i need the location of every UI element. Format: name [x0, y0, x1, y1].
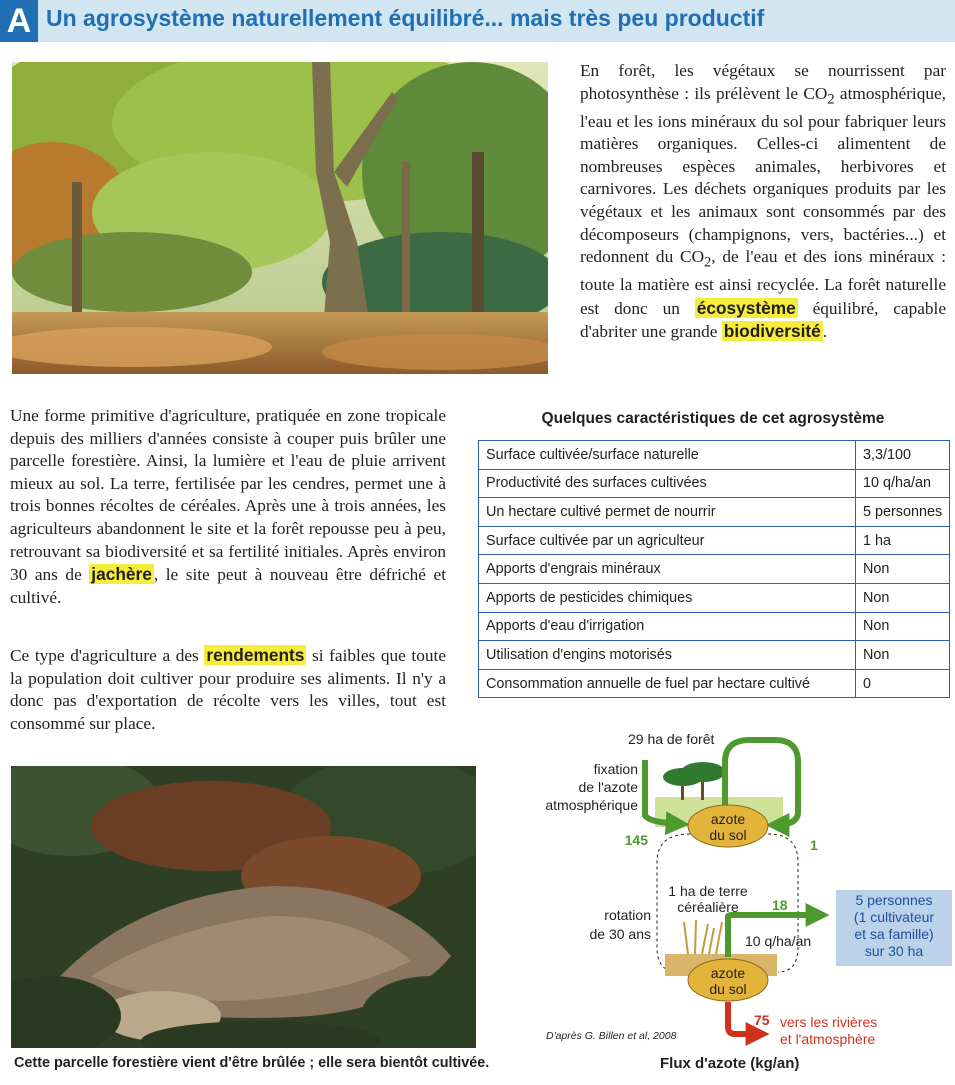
field-label-1: 1 ha de terre: [668, 883, 748, 899]
table-title: Quelques caractéristiques de cet agrosystème: [541, 410, 885, 427]
bottom-soil-label-1: azote: [710, 965, 746, 981]
table-row: [479, 526, 950, 555]
wheat-icon: [684, 920, 722, 954]
top-soil-label-2: du sol: [709, 827, 747, 843]
agri-text-2: , le site peut à nouveau être défriché et cultivé.: [10, 565, 446, 607]
table-row: [479, 441, 950, 470]
forest-label: 29 ha de forêt: [628, 731, 715, 747]
row-label: Productivité des surfaces cultivées: [479, 469, 856, 498]
subscript-2: 2: [704, 254, 712, 271]
loss-label-2: et l'atmosphère: [780, 1031, 876, 1047]
rotation-label-1: rotation: [604, 907, 651, 923]
agri-text-1: Une forme primitive d'agriculture, pratiquée en zone tropicale depuis des milliers d'années consiste à couper puis brûler une parcelle forestière. Ainsi, la lumière et l'eau de pluie arrivent mieux au sol. La terre, fertilisée par les cendres, permet une à trois bonnes récoltes de céréales. Après une à trois années, les agriculteurs abandonnent le site et la forêt repousse peu à peu, retrouvant sa biodiversité et sa fertilité initiales. Après environ 30 ans de: [10, 406, 446, 585]
row-label: Surface cultivée par un agriculteur: [479, 526, 856, 555]
photo-caption: Cette parcelle forestière vient d'être brûlée ; elle sera bientôt cultivée.: [14, 1055, 490, 1071]
row-value: 3,3/100: [856, 441, 950, 470]
diagram-title: Flux d'azote (kg/an): [660, 1055, 800, 1072]
forest-illustration: [12, 62, 548, 374]
fixation-label-3: atmosphérique: [545, 797, 638, 813]
intro-text-5: .: [822, 322, 828, 342]
row-label: Utilisation d'engins motorisés: [479, 641, 856, 670]
intro-text-2: atmosphérique, l'eau et les ions minéraux du sol pour fabriquer leurs matières organiques. Celles-ci alimentent de nombreuses espèces animales, herbivores et carnivores. Les déchets organiques produits par les végétaux et les animaux sont consommés par des décomposeurs (champignons, vers, bactéries...) et redonnent du CO: [580, 83, 946, 267]
row-label: Un hectare cultivé permet de nourrir: [479, 498, 856, 527]
intro-text-1: En forêt, les végétaux se nourrissent par photosynthèse : ils prélèvent le CO: [580, 61, 946, 103]
keyword-jachere: jachère: [91, 564, 152, 585]
row-value: Non: [856, 641, 950, 670]
flow-value-fixation: 145: [624, 832, 648, 848]
intro-paragraph: [580, 60, 946, 344]
flow-value-loss: 75: [754, 1012, 770, 1028]
row-label: Consommation annuelle de fuel par hectare cultivé: [479, 669, 856, 698]
burnt-plot-illustration: [11, 766, 476, 1048]
keyword-ecosysteme: écosystème: [696, 297, 796, 318]
row-label: Apports d'engrais minéraux: [479, 555, 856, 584]
tree-icon: [663, 762, 725, 800]
subscript-2: 2: [827, 91, 835, 108]
people-label-4: sur 30 ha: [864, 943, 924, 959]
loss-label-1: vers les rivières: [780, 1014, 878, 1030]
row-value: Non: [856, 555, 950, 584]
flow-value-export: 18: [772, 897, 788, 913]
table-row: [479, 469, 950, 498]
row-value: 5 personnes: [856, 498, 950, 527]
agriculture-paragraph-2: [10, 644, 446, 735]
yield-label: 10 q/ha/an: [745, 933, 812, 949]
keyword-biodiversite: biodiversité: [723, 321, 821, 342]
row-value: Non: [856, 612, 950, 641]
table-row: [479, 641, 950, 670]
fixation-label-1: fixation: [593, 761, 638, 777]
table-row: [479, 583, 950, 612]
intro-text-4: équilibré, capable d'abriter une grande: [580, 298, 947, 342]
row-label: Surface cultivée/surface naturelle: [479, 441, 856, 470]
table-row: [479, 669, 950, 698]
rotation-label-2: de 30 ans: [589, 926, 651, 942]
nitrogen-flow-diagram: [520, 722, 955, 1080]
burnt-plot-photo: [11, 766, 476, 1048]
flow-value-return: 1: [810, 837, 818, 853]
row-value: 1 ha: [856, 526, 950, 555]
agri-text-4: si faibles que toute la population doit cultiver pour produire ses aliments. Il n'y a donc pas d'exportation de récolte vers les villes, tout est consommé sur place.: [10, 646, 446, 733]
intro-text-3: , de l'eau et des ions minéraux : toute la matière est ainsi recyclée. La forêt naturelle est donc un: [580, 247, 946, 318]
page-title: Un agrosystème naturellement équilibré... mais très peu productif: [46, 5, 765, 31]
row-value: 0: [856, 669, 950, 698]
people-label-3: et sa famille): [854, 926, 934, 942]
row-label: Apports d'eau d'irrigation: [479, 612, 856, 641]
section-badge: A: [0, 0, 38, 42]
top-soil-label-1: azote: [710, 811, 746, 827]
field-label-2: céréalière: [677, 899, 739, 915]
people-label-1: 5 personnes: [855, 892, 933, 908]
agri-text-3: Ce type d'agriculture a des: [10, 646, 205, 665]
row-value: 10 q/ha/an: [856, 469, 950, 498]
row-label: Apports de pesticides chimiques: [479, 583, 856, 612]
table-row: [479, 498, 950, 527]
table-row: [479, 555, 950, 584]
keyword-rendements: rendements: [206, 645, 305, 665]
table-row: [479, 612, 950, 641]
people-label-2: (1 cultivateur: [853, 909, 935, 925]
forest-photo: [12, 62, 548, 374]
bottom-soil-label-2: du sol: [709, 981, 747, 997]
characteristics-table: [478, 440, 950, 698]
agriculture-paragraph-1: [10, 405, 446, 609]
row-value: Non: [856, 583, 950, 612]
source-label: D'après G. Billen et al, 2008: [546, 1030, 677, 1042]
fixation-label-2: de l'azote: [578, 779, 638, 795]
